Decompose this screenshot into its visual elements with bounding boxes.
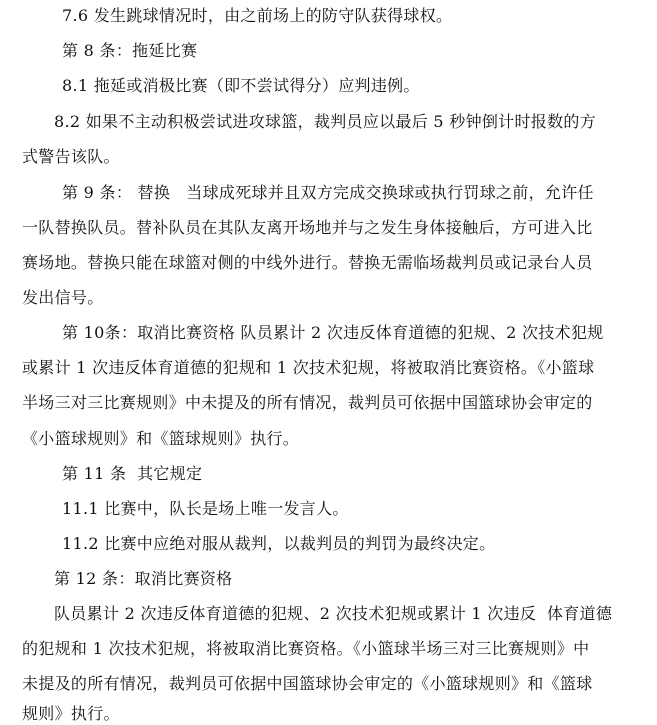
article-10-paragraph: 第 10条：取消比赛资格 队员累计 2 次违反体育道德的犯规、2 次技术犯规 [62,323,604,342]
rule-11-2-text: 11.2 比赛中应绝对服从裁判，以裁判员的判罚为最终决定。 [62,534,496,553]
article-10-paragraph-line-3: 半场三对三比赛规则》中未提及的所有情况，裁判员可依据中国篮球协会审定的 [22,393,593,412]
article-8-heading: 第 8 条：拖延比赛 [62,41,198,60]
article-9-paragraph-line-3: 赛场地。替换只能在球篮对侧的中线外进行。替换无需临场裁判员或记录台人员 [22,253,593,272]
article-10-paragraph-line-4: 《小篮球规则》和《篮球规则》执行。 [22,429,300,448]
rule-11-1-text: 11.1 比赛中，队长是场上唯一发言人。 [62,499,349,518]
article-12-paragraph: 队员累计 2 次违反体育道德的犯规、2 次技术犯规或累计 1 次违反 体育道德 [54,604,613,623]
rule-7-6-text: 7.6 发生跳球情况时，由之前场上的防守队获得球权。 [62,6,453,25]
article-9-paragraph: 第 9 条： 替换 当球成死球并且双方完成交换球或执行罚球之前，允许任 [62,183,594,202]
article-9-paragraph-line-4: 发出信号。 [22,288,104,307]
article-11-heading: 第 11 条 其它规定 [62,464,203,483]
article-9-paragraph-line-2: 一队替换队员。替补队员在其队友离开场地并与之发生身体接触后，方可进入比 [22,218,593,237]
article-12-heading: 第 12 条：取消比赛资格 [54,569,233,588]
article-12-paragraph-line-3: 未提及的所有情况，裁判员可依据中国篮球协会审定的《小篮球规则》和《篮球 [22,674,593,693]
rule-8-2-text-continued: 式警告该队。 [22,147,120,166]
article-10-paragraph-line-2: 或累计 1 次违反体育道德的犯规和 1 次技术犯规，将被取消比赛资格。《小篮球 [22,358,595,377]
rule-8-2-text: 8.2 如果不主动积极尝试进攻球篮，裁判员应以最后 5 秒钟倒计时报数的方 [54,112,596,131]
article-12-paragraph-line-4: 规则》执行。 [22,704,120,723]
rule-8-1-text: 8.1 拖延或消极比赛（即不尝试得分）应判违例。 [62,76,420,95]
article-12-paragraph-line-2: 的犯规和 1 次技术犯规，将被取消比赛资格。《小篮球半场三对三比赛规则》中 [22,639,590,658]
